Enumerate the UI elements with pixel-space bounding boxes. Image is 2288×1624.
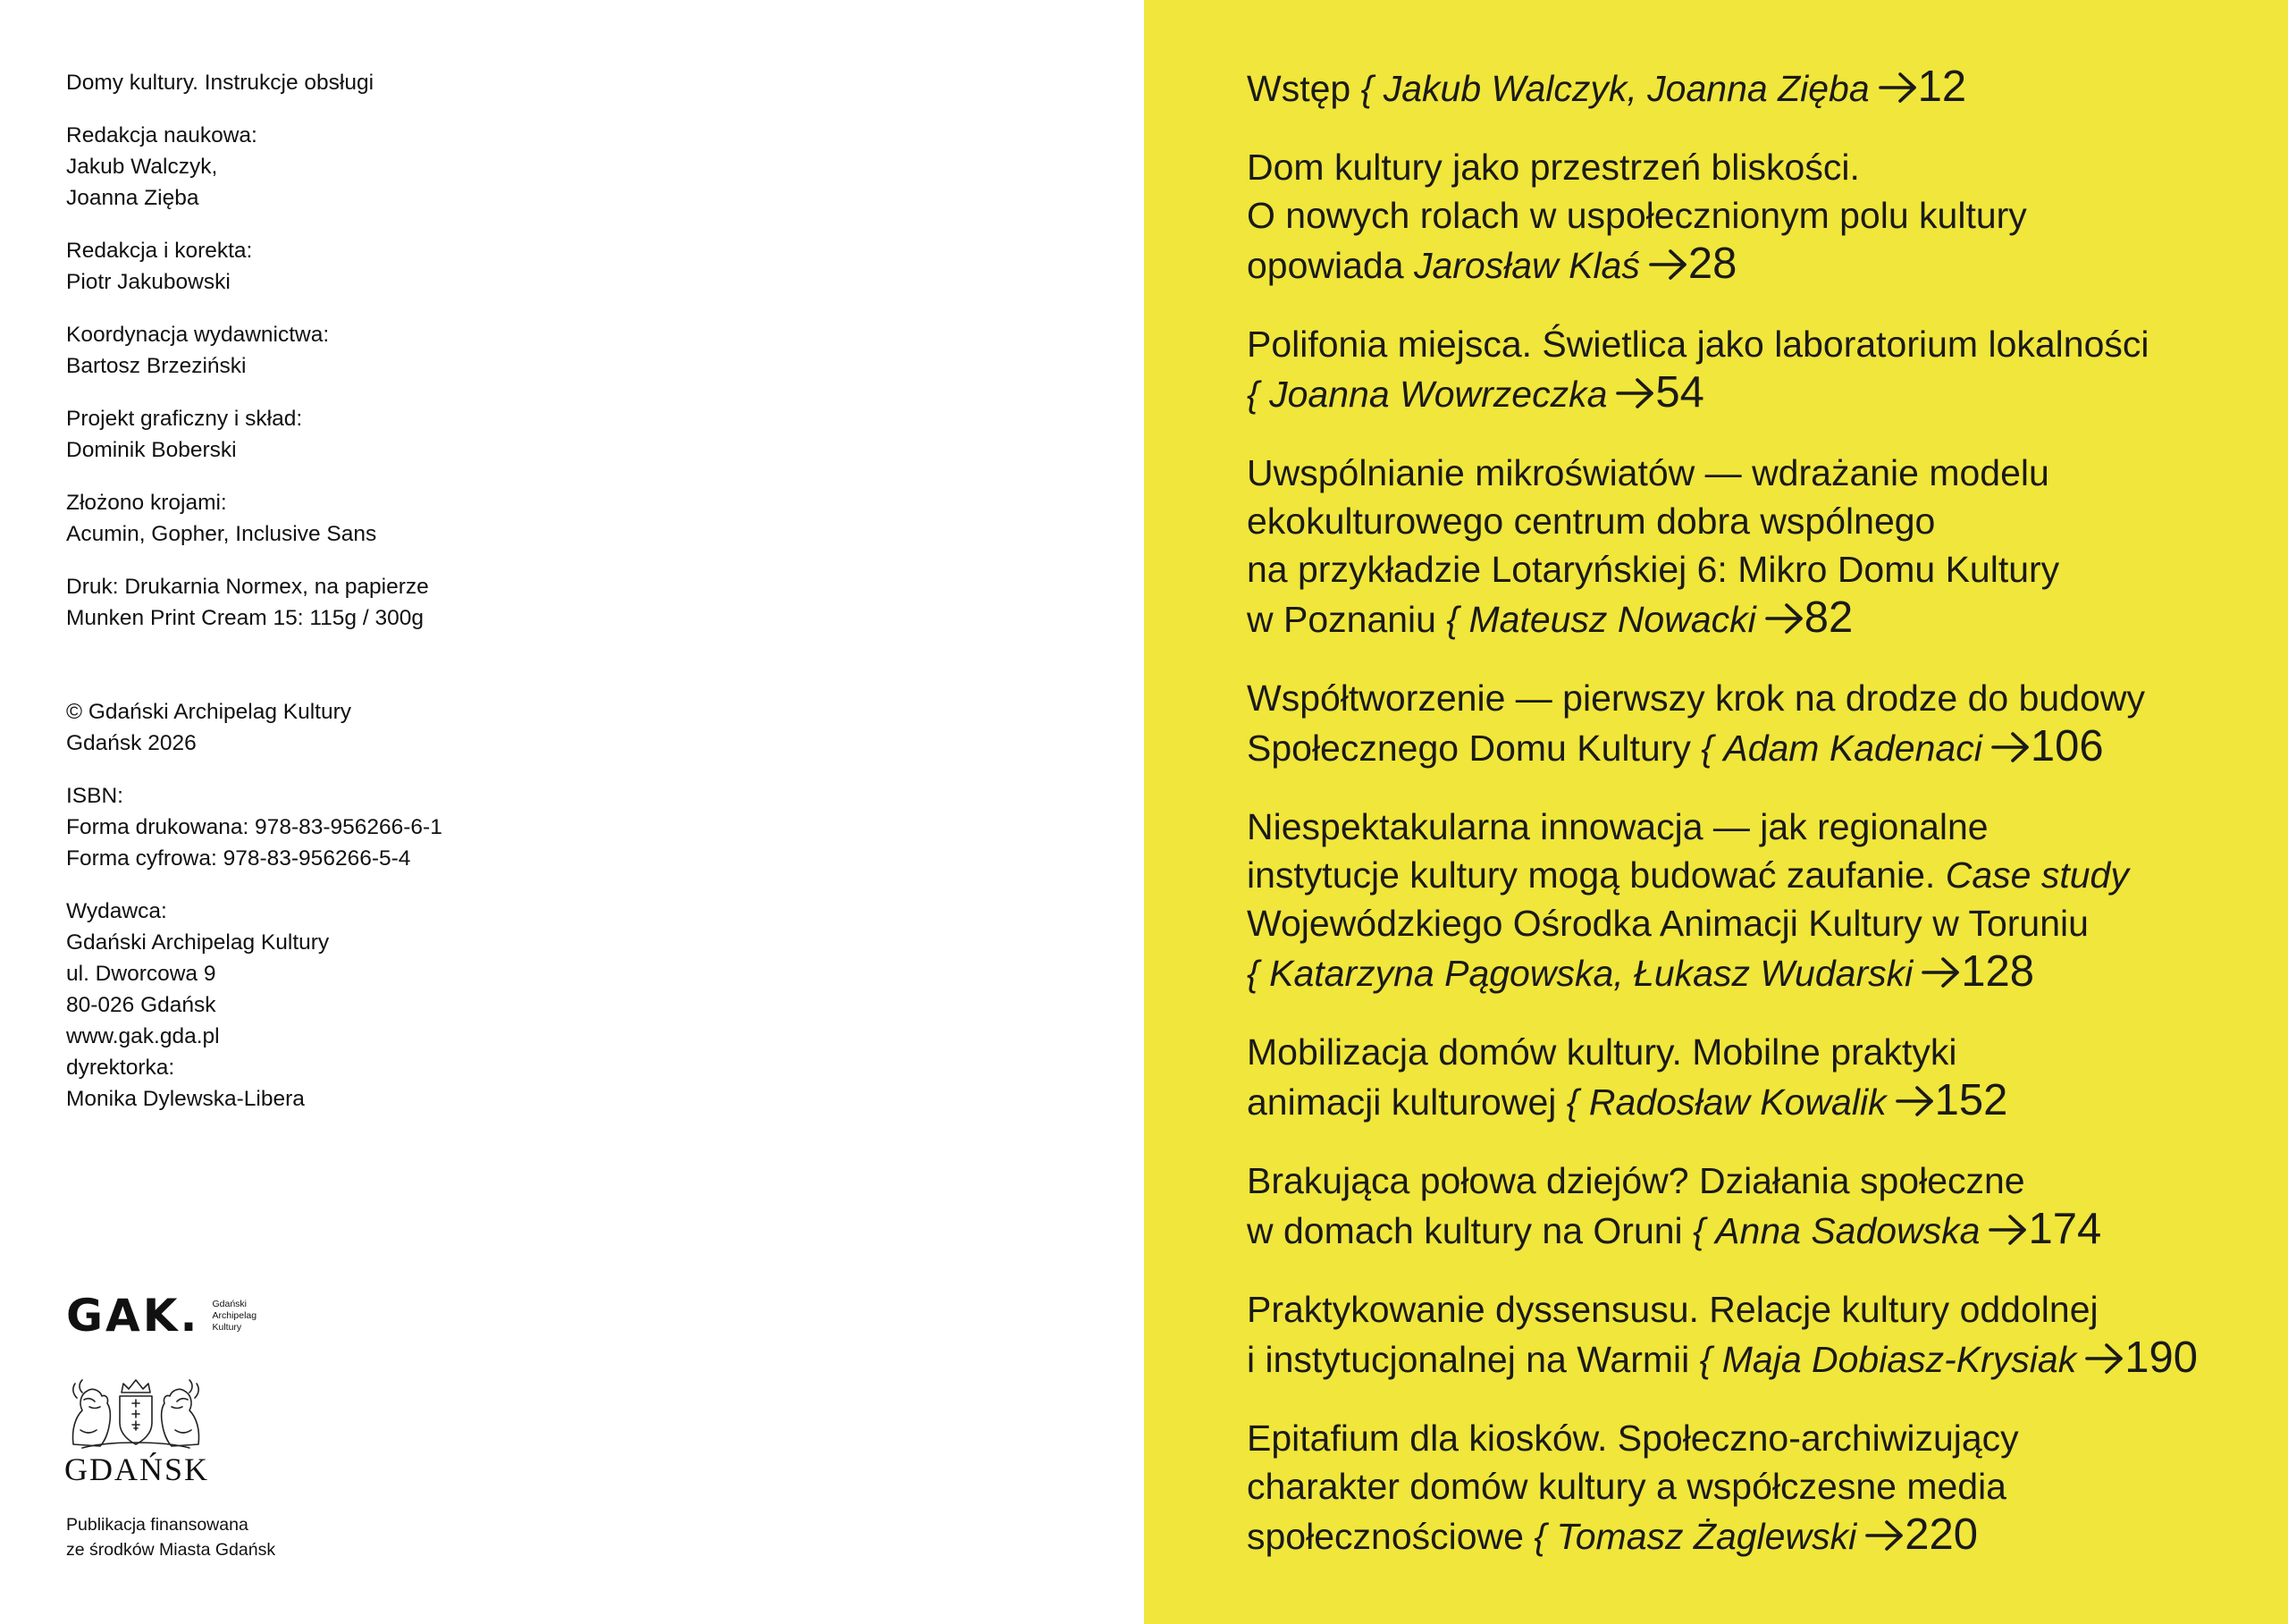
toc-entry-title: Współtworzenie — pierwszy krok na drodze do budowy: [1247, 677, 2145, 719]
toc-entry-title: opowiada: [1247, 245, 1404, 286]
print-info: Druk: Drukarnia Normex, na papierze: [66, 575, 429, 599]
gdansk-logo-wordmark: GDAŃSK: [64, 1452, 210, 1487]
isbn-print: Forma drukowana: 978-83-956266-6-1: [66, 815, 442, 839]
toc-entry-title: Brakująca połowa dziejów? Działania społeczne: [1247, 1160, 2025, 1201]
designer-name: Dominik Boberski: [66, 438, 237, 462]
author-brace: {: [1360, 68, 1374, 109]
copyright-holder: © Gdański Archipelag Kultury: [66, 700, 352, 724]
toc-entry-line: [1247, 1076, 2257, 1126]
arrow-right-icon: [2085, 1342, 2124, 1375]
toc-entry-line: [1247, 368, 2257, 418]
typefaces-block: [66, 487, 692, 550]
toc-entry-author: Maja Dobiasz-Krysiak: [1721, 1339, 2077, 1380]
print-block: [66, 571, 692, 634]
toc-entry: [1247, 1285, 2257, 1384]
toc-entry-title: na przykładzie Lotaryńskiej 6: Mikro Domu Kultury: [1247, 549, 2060, 590]
toc-entry-line: [1247, 593, 2257, 644]
toc-entry-line: [1247, 1510, 2257, 1561]
book-title-block: [66, 67, 692, 98]
design-block: [66, 403, 692, 466]
toc-entry: [1247, 449, 2257, 644]
toc-entry-title: w Poznaniu: [1247, 599, 1436, 640]
toc-entry-title: charakter domów kultury a współczesne media: [1247, 1466, 2006, 1507]
publisher-city: 80-026 Gdańsk: [66, 993, 216, 1017]
design-label: Projekt graficzny i skład:: [66, 407, 303, 431]
gak-logo-subtitle: [212, 1299, 257, 1334]
author-brace: {: [1247, 374, 1259, 415]
editors-label: Redakcja naukowa:: [66, 123, 257, 147]
director-name: Monika Dylewska-Libera: [66, 1087, 305, 1111]
author-brace: {: [1247, 953, 1259, 994]
coordinator-name: Bartosz Brzeziński: [66, 354, 247, 378]
gak-logo-sub-line: Archipelag: [212, 1309, 257, 1321]
author-brace: {: [1446, 599, 1459, 640]
arrow-right-icon: [1616, 377, 1655, 409]
toc-entry-author: Jarosław Klaś: [1413, 245, 1640, 286]
publisher-label: Wydawca:: [66, 899, 167, 923]
isbn-label: ISBN:: [66, 784, 123, 808]
toc-entry-page: 174: [2028, 1205, 2102, 1253]
colophon: [66, 67, 692, 1136]
toc-entry-page: 28: [1687, 240, 1737, 288]
toc-entry: [1247, 674, 2257, 772]
toc-entry-title: Wojewódzkiego Ośrodka Animacji Kultury w Toruniu: [1247, 903, 2089, 944]
toc-entry-author: Tomasz Żaglewski: [1556, 1516, 1857, 1557]
toc-entry-author: Anna Sadowska: [1715, 1210, 1981, 1251]
proofreading-label: Redakcja i korekta:: [66, 239, 253, 263]
table-of-contents: [1247, 63, 2257, 1591]
toc-entry-title: Wstęp: [1247, 68, 1351, 109]
toc-entry-author: Adam Kadenaci: [1723, 728, 1982, 769]
editor-name: Jakub Walczyk,: [66, 155, 218, 179]
toc-entry-title: w domach kultury na Oruni: [1247, 1210, 1683, 1251]
author-brace: {: [1693, 1210, 1705, 1251]
toc-entry-title: instytucje kultury mogą budować zaufanie.: [1247, 854, 1936, 896]
toc-entry-title: i instytucjonalnej na Warmii: [1247, 1339, 1690, 1380]
book-title: Domy kultury. Instrukcje obsługi: [66, 71, 374, 95]
proofreader-name: Piotr Jakubowski: [66, 270, 231, 294]
toc-entry-title: Uwspólnianie mikroświatów — wdrażanie modelu: [1247, 452, 2049, 493]
toc-entry-title: animacji kulturowej: [1247, 1081, 1557, 1123]
publisher-block: [66, 896, 692, 1115]
toc-entry-title: O nowych rolach w uspołecznionym polu kultury: [1247, 195, 2027, 236]
toc-entry-line: [1247, 1205, 2257, 1255]
copyright-block: [66, 696, 692, 759]
gak-logo-sub-line: Gdański: [212, 1298, 248, 1309]
typefaces-names: Acumin, Gopher, Inclusive Sans: [66, 522, 377, 546]
toc-entry-page: 152: [1934, 1076, 2008, 1124]
toc-entry-title: Dom kultury jako przestrzeń bliskości.: [1247, 147, 1860, 188]
paper-info: Munken Print Cream 15: 115g / 300g: [66, 606, 424, 630]
director-label: dyrektorka:: [66, 1056, 175, 1080]
toc-entry: [1247, 143, 2257, 290]
arrow-right-icon: [1865, 1519, 1905, 1552]
arrow-right-icon: [1922, 956, 1961, 989]
toc-entry-title: ekokulturowego centrum dobra wspólnego: [1247, 501, 1936, 542]
coordination-label: Koordynacja wydawnictwa:: [66, 323, 330, 347]
copyright-place-year: Gdańsk 2026: [66, 731, 197, 755]
arrow-right-icon: [1765, 602, 1804, 635]
toc-entry-title: Społecznego Domu Kultury: [1247, 728, 1691, 769]
toc-entry-title: Praktykowanie dyssensusu. Relacje kultury oddolnej: [1247, 1289, 2099, 1330]
arrow-right-icon: [1649, 248, 1688, 281]
toc-entry-title: społecznościowe: [1247, 1516, 1524, 1557]
gak-logo-sub-line: Kultury: [212, 1321, 242, 1333]
gak-logo-wordmark: GAK.: [66, 1290, 200, 1342]
author-brace: {: [1701, 728, 1713, 769]
toc-entry-line: [1247, 722, 2257, 772]
toc-entry-line: [1247, 947, 2257, 997]
toc-entry-page: 12: [1917, 63, 1967, 111]
toc-entry-author: Jakub Walczyk, Joanna Zięba: [1383, 68, 1870, 109]
author-brace: {: [1566, 1081, 1579, 1123]
isbn-block: [66, 780, 692, 874]
proofreading-block: [66, 235, 692, 298]
toc-entry-title-italic: Case study: [1945, 854, 2129, 896]
arrow-right-icon: [1896, 1085, 1935, 1117]
editors-block: [66, 120, 692, 214]
funding-note: [66, 1512, 275, 1562]
toc-entry-line: [1247, 240, 2257, 290]
toc-entry: [1247, 320, 2257, 418]
toc-entry-author: Joanna Wowrzeczka: [1269, 374, 1608, 415]
gdansk-crest-icon: [64, 1376, 207, 1450]
toc-entry-title: Polifonia miejsca. Świetlica jako laboratorium lokalności: [1247, 324, 2149, 365]
toc-entry-author: Mateusz Nowacki: [1468, 599, 1756, 640]
toc-entry-title: Niespektakularna innowacja — jak regionalne: [1247, 806, 1989, 847]
publisher-street: ul. Dworcowa 9: [66, 962, 216, 986]
gak-logo: [66, 1289, 257, 1342]
isbn-digital: Forma cyfrowa: 978-83-956266-5-4: [66, 846, 411, 871]
toc-entry: [1247, 803, 2257, 997]
toc-entry-page: 128: [1961, 947, 2034, 996]
toc-entry: [1247, 1414, 2257, 1561]
funding-line: ze środków Miasta Gdańsk: [66, 1540, 276, 1560]
toc-entry: [1247, 1028, 2257, 1126]
toc-entry-page: 106: [2030, 722, 2104, 770]
toc-entry-line: [1247, 1334, 2257, 1384]
toc-entry-author: Radosław Kowalik: [1588, 1081, 1887, 1123]
publisher-name: Gdański Archipelag Kultury: [66, 930, 330, 955]
toc-entry-title: Epitafium dla kiosków. Społeczno-archiwizujący: [1247, 1418, 2019, 1459]
arrow-right-icon: [1991, 731, 2031, 763]
author-brace: {: [1699, 1339, 1712, 1380]
toc-entry-page: 82: [1804, 593, 1854, 642]
toc-entry: [1247, 63, 2257, 113]
typefaces-label: Złożono krojami:: [66, 491, 227, 515]
arrow-right-icon: [1879, 72, 1918, 104]
publisher-website: www.gak.gda.pl: [66, 1024, 220, 1048]
toc-entry-line: [1247, 851, 2257, 899]
funding-line: Publikacja finansowana: [66, 1515, 248, 1535]
toc-entry: [1247, 1157, 2257, 1255]
toc-entry-page: 190: [2124, 1334, 2198, 1382]
editor-name: Joanna Zięba: [66, 186, 199, 210]
author-brace: {: [1534, 1516, 1547, 1557]
toc-entry-title: Mobilizacja domów kultury. Mobilne praktyki: [1247, 1031, 1957, 1073]
toc-entry-page: 54: [1655, 368, 1704, 417]
coordination-block: [66, 319, 692, 382]
toc-entry-line: [1247, 63, 2257, 113]
arrow-right-icon: [1989, 1214, 2028, 1246]
toc-entry-page: 220: [1905, 1510, 1978, 1559]
toc-entry-author: Katarzyna Pągowska, Łukasz Wudarski: [1269, 953, 1914, 994]
